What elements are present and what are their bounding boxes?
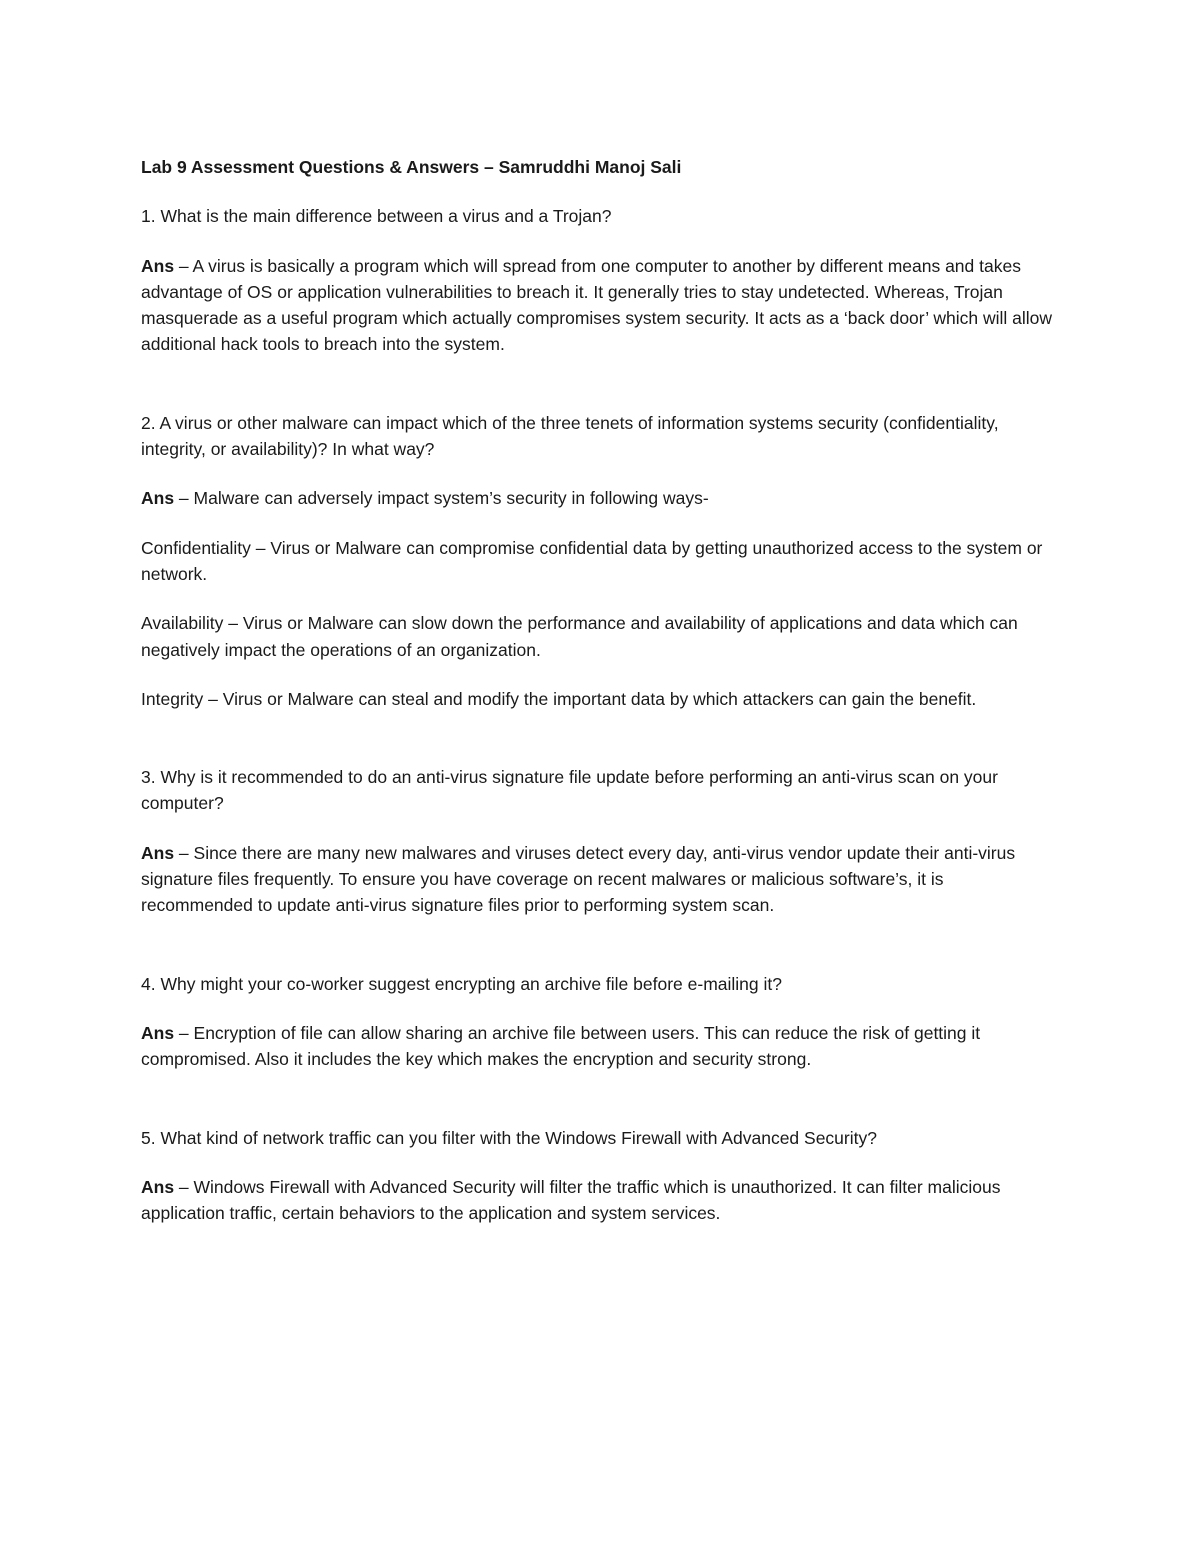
answer-1 [141, 253, 1056, 358]
answer-4-text: – Encryption of file can allow sharing an archive file between users. This can reduce the risk of getting it compromised. Also it includes the key which makes the encryption and security strong. [141, 1022, 981, 1070]
answer-5 [141, 1174, 1056, 1227]
answer-label: Ans [141, 842, 175, 863]
question-3: 3. Why is it recommended to do an anti-virus signature file update before performing an anti-virus scan on your computer? [141, 767, 998, 814]
answer-2-text: – Malware can adversely impact system’s security in following ways- [174, 488, 709, 509]
question-4: 4. Why might your co-worker suggest encrypting an archive file before e-mailing it? [141, 973, 782, 994]
answer-label: Ans [141, 488, 175, 509]
answer-2 [141, 485, 1056, 511]
question-5: 5. What kind of network traffic can you filter with the Windows Firewall with Advanced Security? [141, 1127, 877, 1148]
answer-2-availability: Availability – Virus or Malware can slow down the performance and availability of applications and data which can negatively impact the operations of an organization. [141, 613, 1018, 660]
answer-4 [141, 1020, 1056, 1073]
answer-label: Ans [141, 1022, 175, 1043]
answer-label: Ans [141, 255, 175, 276]
document-body [141, 154, 1056, 1226]
answer-3-text: – Since there are many new malwares and viruses detect every day, anti-virus vendor update their anti-virus signature files frequently. To ensure you have coverage on recent malwares or malicious software’s, it is recommended to update anti-virus signature files prior to performing system scan. [141, 842, 1016, 916]
answer-1-text: – A virus is basically a program which will spread from one computer to another by different means and takes advantage of OS or application vulnerabilities to breach it. It generally tries to stay undetected. Whereas, Trojan masquerade as a useful program which actually compromises system security. It acts as a ‘back door’ which will allow additional hack tools to breach into the system. [141, 255, 1053, 355]
answer-2-integrity: Integrity – Virus or Malware can steal and modify the important data by which attackers can gain the benefit. [141, 688, 977, 709]
answer-5-text: – Windows Firewall with Advanced Security will filter the traffic which is unauthorized. It can filter malicious application traffic, certain behaviors to the application and system services. [141, 1176, 1001, 1224]
document-title: Lab 9 Assessment Questions & Answers – Samruddhi Manoj Sali [141, 157, 682, 177]
answer-2-confidentiality: Confidentiality – Virus or Malware can compromise confidential data by getting unauthorized access to the system or network. [141, 537, 1043, 584]
question-1: 1. What is the main difference between a virus and a Trojan? [141, 206, 612, 227]
answer-3 [141, 840, 1056, 919]
question-2: 2. A virus or other malware can impact which of the three tenets of information systems security (confidentiality, integrity, or availability)? In what way? [141, 412, 999, 460]
answer-label: Ans [141, 1176, 175, 1197]
